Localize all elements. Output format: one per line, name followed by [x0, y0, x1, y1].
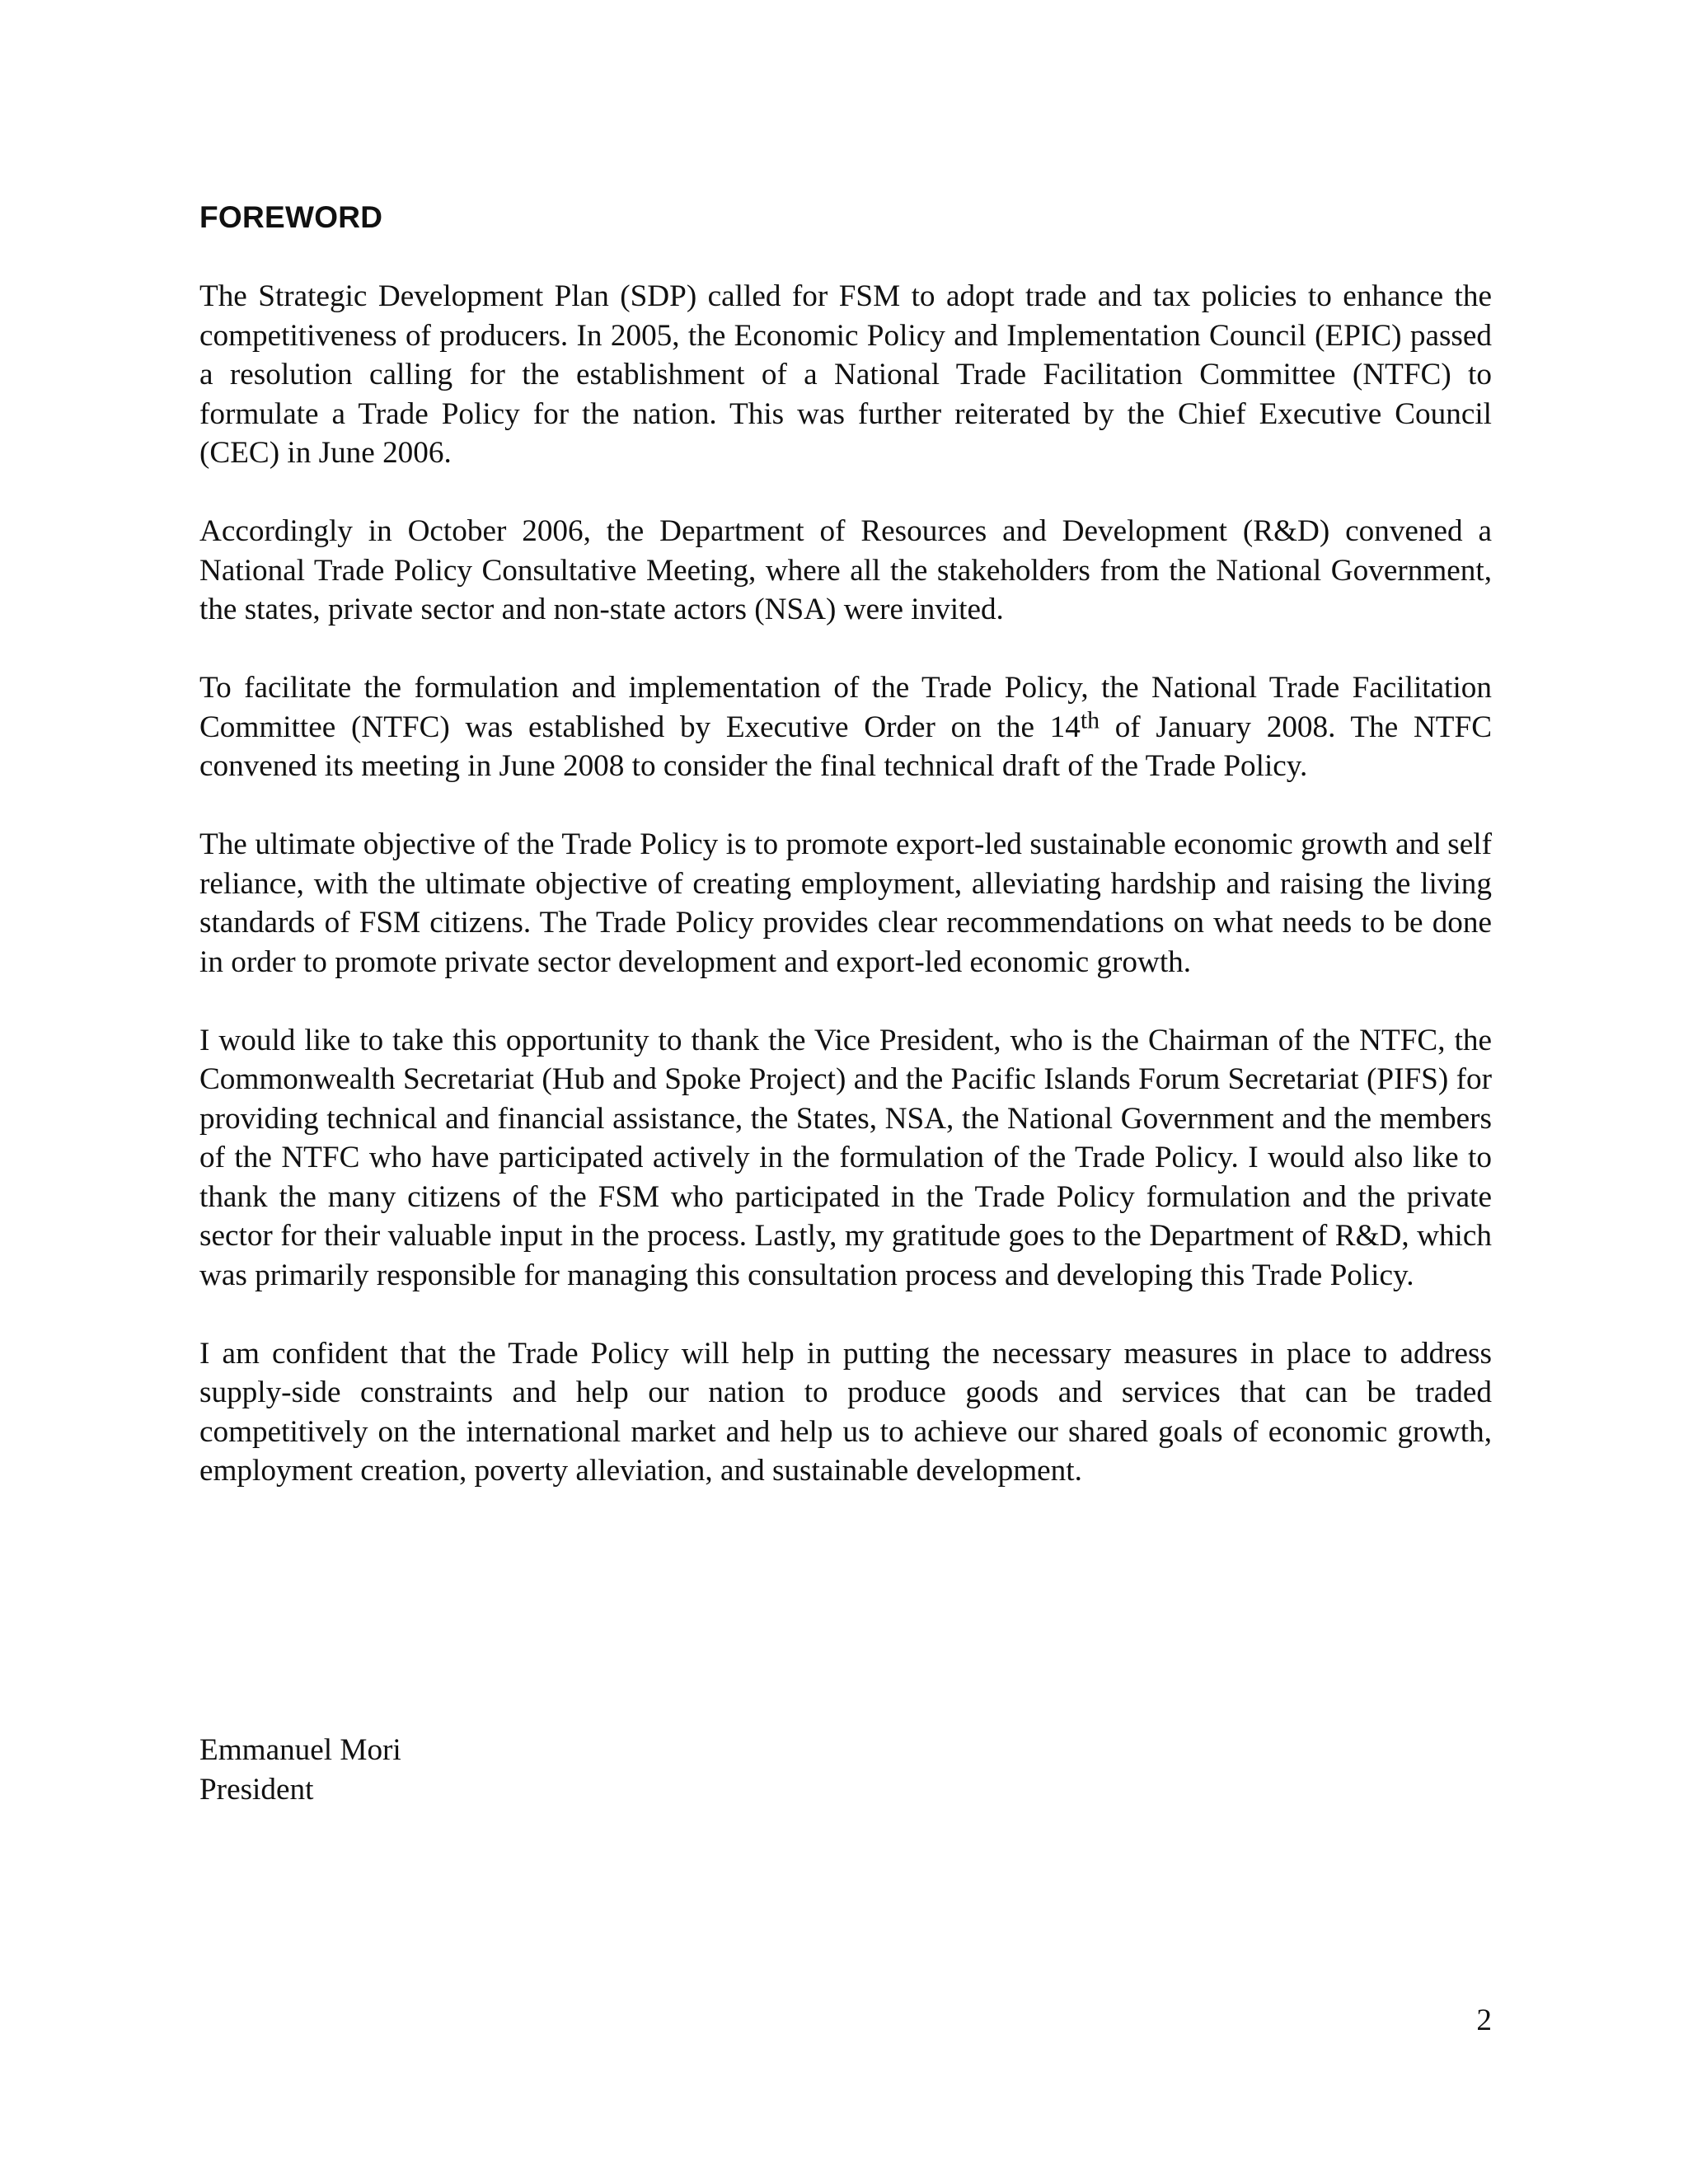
paragraph-sdp-background: The Strategic Development Plan (SDP) called for FSM to adopt trade and tax policies to enhance the competitiveness of producers. In 2005, the Economic Policy and Implementation Council (EPIC) passed a resolution calling for the establishment of a National Trade Facilitation Committee (NTFC) to formulate a Trade Policy for the nation. This was further reiterated by the Chief Executive Council (CEC) in June 2006. — [199, 279, 1492, 470]
signatory-title: President — [199, 1772, 314, 1807]
paragraph-consultative-meeting: Accordingly in October 2006, the Department of Resources and Development (R&D) convened a National Trade Policy Consultative Meeting, where all the stakeholders from the National Government, the states, private sector and non-state actors (NSA) were invited. — [199, 514, 1492, 626]
page-number: 2 — [1476, 2004, 1492, 2037]
paragraph-ntfc-establishment — [199, 668, 1492, 786]
foreword-body — [199, 277, 1492, 1530]
paragraph-policy-objective: The ultimate objective of the Trade Policy is to promote export-led sustainable economic growth and self reliance, with the ultimate objective of creating employment, alleviating hardship and raising the living standards of FSM citizens. The Trade Policy provides clear recommendations on what needs to be done in order to promote private sector development and export-led economic growth. — [199, 827, 1492, 979]
paragraph-acknowledgements: I would like to take this opportunity to thank the Vice President, who is the Chairman of the NTFC, the Commonwealth Secretariat (Hub and Spoke Project) and the Pacific Islands Forum Secretariat (PIFS) for providing technical and financial assistance, the States, NSA, the National Government and the members of the NTFC who have participated actively in the formulation of the Trade Policy. I would also like to thank the many citizens of the FSM who participated in the Trade Policy formulation and the private sector for their valuable input in the process. Lastly, my gratitude goes to the Department of R&D, which was primarily responsible for managing this consultation process and developing this Trade Policy. — [199, 1023, 1492, 1292]
signature-block — [199, 1731, 401, 1809]
paragraph-ntfc-text-after: of January 2008. The NTFC convened its meeting in June 2008 to consider the final technical draft of the Trade Policy. — [199, 710, 1493, 783]
ordinal-superscript: th — [1080, 706, 1100, 734]
signatory-name: Emmanuel Mori — [199, 1733, 401, 1767]
page-title: FOREWORD — [199, 200, 383, 234]
paragraph-closing-statement: I am confident that the Trade Policy will help in putting the necessary measures in place to address supply-side constraints and help our nation to produce goods and services that can be traded competitively on the international market and help us to achieve our shared goals of economic growth, employment creation, poverty alleviation, and sustainable development. — [199, 1336, 1492, 1488]
paragraph-ntfc-text-before: To facilitate the formulation and implementation of the Trade Policy, the National Trade Facilitation Committee (NTFC) was established by Executive Order on the 14 — [199, 671, 1492, 744]
